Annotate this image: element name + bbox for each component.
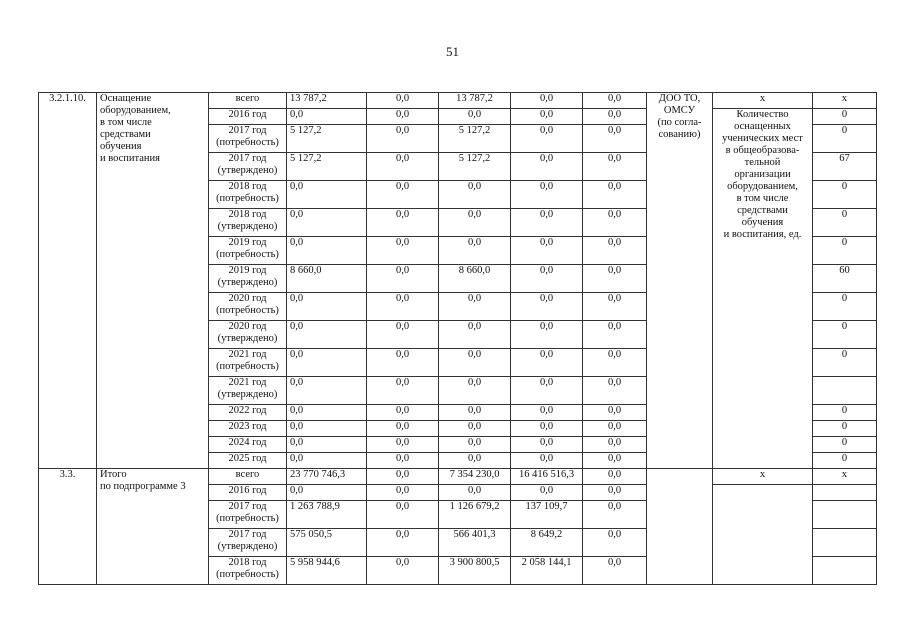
period-cell: 2023 год: [209, 421, 287, 437]
amount-other: 0,0: [583, 209, 647, 237]
indicator-value: [813, 557, 877, 585]
page-number: 51: [446, 44, 459, 59]
amount-regional: 5 127,2: [439, 153, 511, 181]
indicator-value: 0: [813, 453, 877, 469]
amount-federal: 0,0: [367, 209, 439, 237]
executor-cell: ДОО ТО, ОМСУ (по согла- сованию): [647, 93, 713, 469]
period-cell: 2019 год (утверждено): [209, 265, 287, 293]
indicator-value: 0: [813, 209, 877, 237]
amount-local: 0,0: [511, 349, 583, 377]
period-cell: всего: [209, 93, 287, 109]
amount-total: 0,0: [287, 437, 367, 453]
amount-total: 0,0: [287, 349, 367, 377]
period-cell: 2018 год (потребность): [209, 557, 287, 585]
amount-other: 0,0: [583, 93, 647, 109]
period-cell: 2017 год (потребность): [209, 125, 287, 153]
amount-federal: 0,0: [367, 93, 439, 109]
period-cell: 2017 год (потребность): [209, 501, 287, 529]
amount-local: 0,0: [511, 377, 583, 405]
budget-table: [38, 92, 877, 585]
amount-other: 0,0: [583, 125, 647, 153]
indicator-value: 0: [813, 349, 877, 377]
item-name: Итого по подпрограмме 3: [97, 469, 209, 585]
amount-total: 13 787,2: [287, 93, 367, 109]
amount-other: 0,0: [583, 421, 647, 437]
amount-federal: 0,0: [367, 469, 439, 485]
amount-local: 0,0: [511, 453, 583, 469]
amount-regional: 0,0: [439, 405, 511, 421]
amount-federal: 0,0: [367, 349, 439, 377]
amount-federal: 0,0: [367, 529, 439, 557]
amount-local: 0,0: [511, 181, 583, 209]
table-row: [39, 93, 877, 109]
amount-regional: 566 401,3: [439, 529, 511, 557]
amount-regional: 0,0: [439, 237, 511, 265]
amount-total: 0,0: [287, 109, 367, 125]
amount-local: 16 416 516,3: [511, 469, 583, 485]
amount-local: 0,0: [511, 209, 583, 237]
executor-cell: [647, 469, 713, 585]
amount-total: 0,0: [287, 377, 367, 405]
amount-regional: 7 354 230,0: [439, 469, 511, 485]
amount-regional: 13 787,2: [439, 93, 511, 109]
amount-local: 0,0: [511, 93, 583, 109]
amount-other: 0,0: [583, 109, 647, 125]
amount-local: 0,0: [511, 237, 583, 265]
amount-regional: 0,0: [439, 181, 511, 209]
amount-regional: 0,0: [439, 109, 511, 125]
item-name: Оснащение оборудованием, в том числе средствами обучения и воспитания: [97, 93, 209, 469]
amount-federal: 0,0: [367, 485, 439, 501]
indicator-value: [813, 501, 877, 529]
period-cell: 2018 год (утверждено): [209, 209, 287, 237]
indicator-value: 0: [813, 321, 877, 349]
indicator-value: 0: [813, 109, 877, 125]
period-cell: 2021 год (потребность): [209, 349, 287, 377]
indicator-value: 0: [813, 437, 877, 453]
amount-regional: 0,0: [439, 485, 511, 501]
indicator-name-top: х: [713, 93, 813, 109]
indicator-value: 0: [813, 293, 877, 321]
indicator-value: 60: [813, 265, 877, 293]
amount-regional: 0,0: [439, 377, 511, 405]
amount-regional: 0,0: [439, 321, 511, 349]
amount-total: 0,0: [287, 485, 367, 501]
amount-federal: 0,0: [367, 437, 439, 453]
amount-other: 0,0: [583, 529, 647, 557]
amount-total: 0,0: [287, 209, 367, 237]
amount-total: 5 127,2: [287, 153, 367, 181]
amount-total: 5 127,2: [287, 125, 367, 153]
indicator-value: 0: [813, 421, 877, 437]
period-cell: 2024 год: [209, 437, 287, 453]
amount-total: 5 958 944,6: [287, 557, 367, 585]
amount-other: 0,0: [583, 349, 647, 377]
amount-other: 0,0: [583, 437, 647, 453]
amount-total: 0,0: [287, 321, 367, 349]
amount-regional: 5 127,2: [439, 125, 511, 153]
amount-federal: 0,0: [367, 181, 439, 209]
amount-total: 8 660,0: [287, 265, 367, 293]
amount-total: 0,0: [287, 405, 367, 421]
amount-other: 0,0: [583, 557, 647, 585]
period-cell: 2025 год: [209, 453, 287, 469]
amount-total: 0,0: [287, 293, 367, 321]
amount-local: 0,0: [511, 125, 583, 153]
period-cell: 2016 год: [209, 109, 287, 125]
amount-federal: 0,0: [367, 237, 439, 265]
amount-total: 0,0: [287, 453, 367, 469]
amount-regional: 8 660,0: [439, 265, 511, 293]
indicator-name-top: х: [713, 469, 813, 485]
amount-local: 0,0: [511, 265, 583, 293]
amount-other: 0,0: [583, 265, 647, 293]
amount-local: 2 058 144,1: [511, 557, 583, 585]
amount-other: 0,0: [583, 453, 647, 469]
amount-federal: 0,0: [367, 501, 439, 529]
indicator-value: 0: [813, 181, 877, 209]
amount-regional: 0,0: [439, 421, 511, 437]
indicator-value: 0: [813, 125, 877, 153]
period-cell: 2020 год (потребность): [209, 293, 287, 321]
indicator-value: [813, 529, 877, 557]
period-cell: 2017 год (утверждено): [209, 529, 287, 557]
period-cell: 2020 год (утверждено): [209, 321, 287, 349]
indicator-value-top: х: [813, 469, 877, 485]
amount-total: 1 263 788,9: [287, 501, 367, 529]
amount-local: 0,0: [511, 405, 583, 421]
amount-other: 0,0: [583, 321, 647, 349]
amount-total: 0,0: [287, 181, 367, 209]
amount-local: 0,0: [511, 321, 583, 349]
period-cell: 2016 год: [209, 485, 287, 501]
period-cell: 2021 год (утверждено): [209, 377, 287, 405]
amount-federal: 0,0: [367, 405, 439, 421]
period-cell: 2017 год (утверждено): [209, 153, 287, 181]
amount-regional: 0,0: [439, 349, 511, 377]
indicator-value: 0: [813, 237, 877, 265]
indicator-value-top: х: [813, 93, 877, 109]
period-cell: 2022 год: [209, 405, 287, 421]
amount-federal: 0,0: [367, 109, 439, 125]
amount-total: 23 770 746,3: [287, 469, 367, 485]
amount-federal: 0,0: [367, 421, 439, 437]
period-cell: 2019 год (потребность): [209, 237, 287, 265]
amount-other: 0,0: [583, 405, 647, 421]
amount-total: 575 050,5: [287, 529, 367, 557]
table-row: [39, 469, 877, 485]
item-code: 3.2.1.10.: [39, 93, 97, 469]
amount-total: 0,0: [287, 421, 367, 437]
amount-total: 0,0: [287, 237, 367, 265]
amount-regional: 3 900 800,5: [439, 557, 511, 585]
indicator-description-empty: [713, 485, 813, 585]
indicator-value: [813, 377, 877, 405]
amount-local: 8 649,2: [511, 529, 583, 557]
amount-local: 137 109,7: [511, 501, 583, 529]
amount-federal: 0,0: [367, 557, 439, 585]
amount-regional: 1 126 679,2: [439, 501, 511, 529]
amount-local: 0,0: [511, 153, 583, 181]
indicator-value: 67: [813, 153, 877, 181]
amount-regional: 0,0: [439, 453, 511, 469]
indicator-value: 0: [813, 405, 877, 421]
amount-federal: 0,0: [367, 377, 439, 405]
amount-federal: 0,0: [367, 265, 439, 293]
amount-other: 0,0: [583, 485, 647, 501]
amount-regional: 0,0: [439, 209, 511, 237]
amount-local: 0,0: [511, 421, 583, 437]
amount-local: 0,0: [511, 437, 583, 453]
amount-other: 0,0: [583, 293, 647, 321]
indicator-value: [813, 485, 877, 501]
period-cell: 2018 год (потребность): [209, 181, 287, 209]
amount-federal: 0,0: [367, 293, 439, 321]
item-code: 3.3.: [39, 469, 97, 585]
indicator-description: Количество оснащенных ученических мест в общеобразова- тельной организации оборудованием, в том числе средствами обучения и воспитания, ед.: [713, 109, 813, 469]
amount-local: 0,0: [511, 485, 583, 501]
amount-federal: 0,0: [367, 453, 439, 469]
amount-regional: 0,0: [439, 437, 511, 453]
amount-federal: 0,0: [367, 321, 439, 349]
amount-regional: 0,0: [439, 293, 511, 321]
amount-other: 0,0: [583, 153, 647, 181]
amount-other: 0,0: [583, 237, 647, 265]
period-cell: всего: [209, 469, 287, 485]
amount-federal: 0,0: [367, 125, 439, 153]
amount-local: 0,0: [511, 109, 583, 125]
amount-federal: 0,0: [367, 153, 439, 181]
amount-other: 0,0: [583, 501, 647, 529]
amount-other: 0,0: [583, 181, 647, 209]
table-body: [39, 93, 877, 585]
amount-other: 0,0: [583, 469, 647, 485]
amount-local: 0,0: [511, 293, 583, 321]
amount-other: 0,0: [583, 377, 647, 405]
